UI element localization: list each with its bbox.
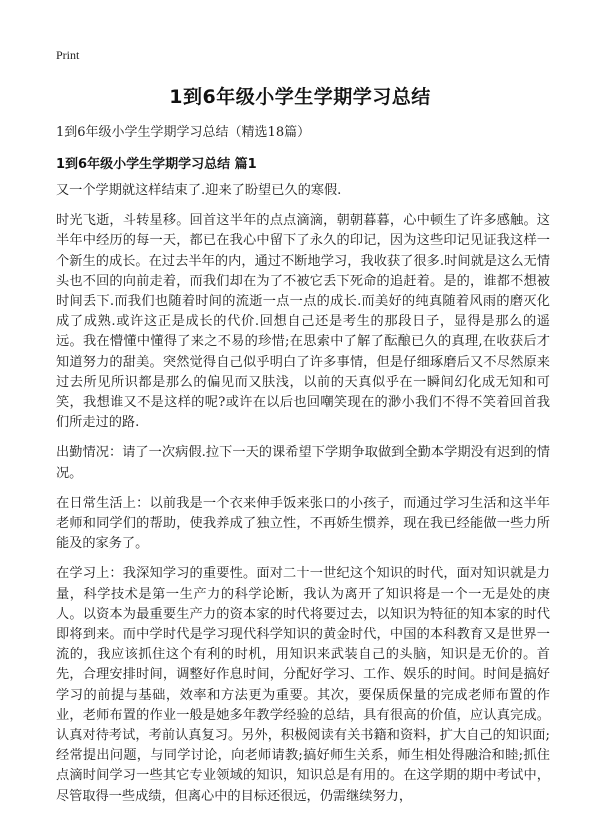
document-title: 1到6年级小学生学期学习总结 [169, 86, 431, 108]
paragraph-1: 又一个学期就这样结束了.迎来了盼望已久的寒假. [56, 183, 342, 198]
print-label: Print [56, 48, 80, 62]
paragraph-5: 在学习上：我深知学习的重要性。面对二十一世纪这个知识的时代，面对知识就是力量，科学技术是第一生产力的科学论断，我认为离开了知识将是一个一无是处的庚人。以资本为最重要生产力的资本家的时代将要过去，以知识为特征的知本家的时代即将到来。而中学时代是学习现代科学知识的黄金时代，中国的本科教育又是世界一流的，我应该抓住这个有利的时机，用知识来武装自己的头脑，知识是无价的。首先，合理安排时间，调整好作息时间，分配好学习、工作、娱乐的时间。时间是搞好学习的前提与基础，效率和方法更为重要。其次，要保质保量的完成老师布置的作业，老师布置的作业一般是她多年教学经验的总结，具有很高的价值，应认真完成。认真对待考试，考前认真复习。另外，积极阅读有关书籍和资料，扩大自己的知识面;经常提出问题，与同学讨论，向老师请教;搞好师生关系，师生相处得融洽和睦;抓住点滴时间学习一些其它专业领域的知识，知识总是有用的。在这学期的期中考试中，尽管取得一些成绩，但离心中的目标还很远，仍需继续努力， [56, 566, 550, 804]
paragraph-4: 在日常生活上：以前我是一个衣来伸手饭来张口的小孩子，而通过学习生活和这半年老师和同学们的帮助，使我养成了独立性，不再娇生惯养，现在我已经能做一些力所能及的家务了。 [56, 495, 550, 552]
body-text [56, 181, 550, 817]
paragraph-3: 出勤情况：请了一次病假.拉下一天的课希望下学期争取做到全勤本学期没有迟到的情况。 [56, 445, 550, 481]
section-heading: 1到6年级小学生学期学习总结 篇1 [56, 157, 257, 172]
document-subtitle: 1到6年级小学生学期学习总结（精选18篇） [56, 125, 311, 140]
paragraph-2: 时光飞逝，斗转星移。回首这半年的点点滴滴，朝朝暮暮，心中顿生了许多感触。这半年中经历的每一天，都已在我心中留下了永久的印记，因为这些印记见证我这样一个新生的成长。在过去半年的内，通过不断地学习，我收获了很多.时间就是这么无情头也不回的向前走着，而我们却在为了不被它丢下死命的追赶着。是的，谁都不想被时间丢下.而我们也随着时间的流逝一点一点的成长.而美好的纯真随着风雨的磨灭化成了成熟.或许这正是成长的代价.回想自己还是考生的那段日子，显得是那么的遥远。我在懵懂中懂得了来之不易的珍惜;在思索中了解了酝酿已久的真理,在收获后才知道努力的甜美。突然觉得自己似乎明白了许多事情，但是仔细琢磨后又不尽然原来过去所见所识都是那么的偏见而又肤浅，以前的天真似乎在一瞬间幻化成无知和可笑，我想谁又不是这样的呢?或许在以后也回嘲笑现在的渺小我们不得不笑着回首我们所走过的路. [56, 213, 550, 431]
